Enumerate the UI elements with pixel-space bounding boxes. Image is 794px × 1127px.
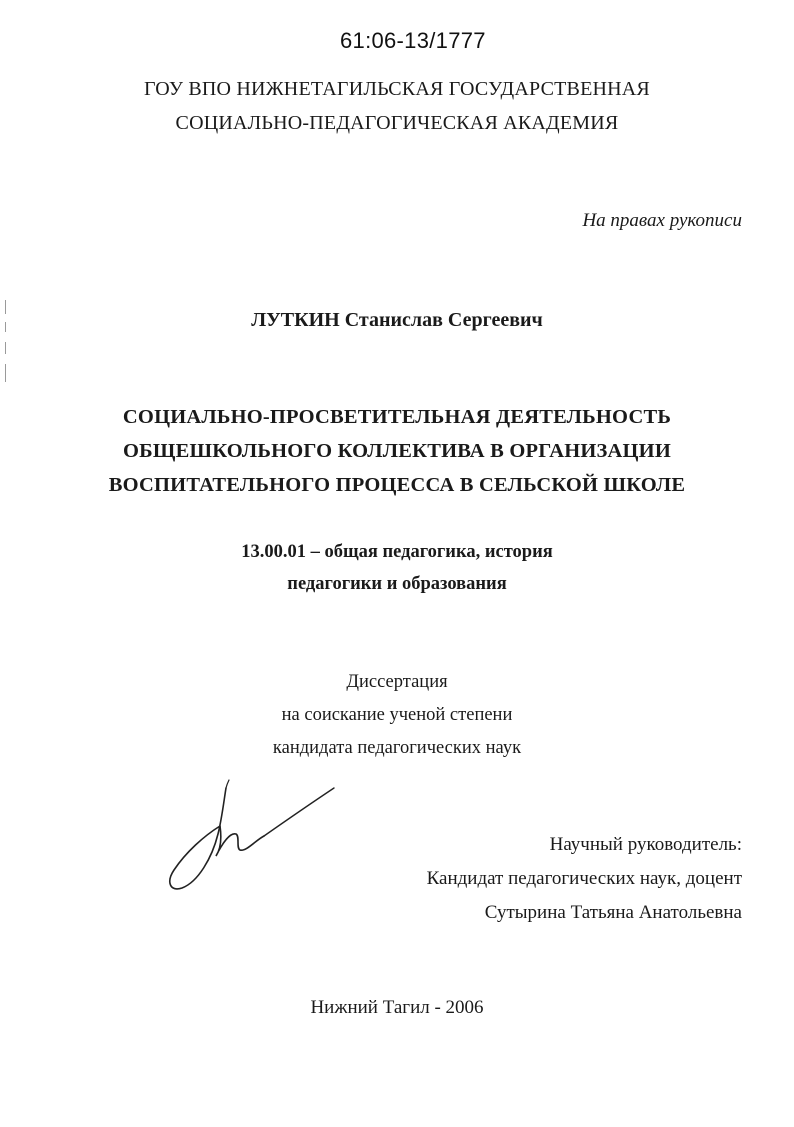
city-year: Нижний Тагил - 2006 [310,997,484,1018]
supervisor-label: Научный руководитель: [549,834,742,855]
specialty-line-2: педагогики и образования [287,574,507,594]
specialty-line-1: 13.00.01 – общая педагогика, история [241,542,553,562]
dissertation-title-line-3: ВОСПИТАТЕЛЬНОГО ПРОЦЕССА В СЕЛЬСКОЙ ШКОЛЕ [108,474,686,496]
institution-line-1: ГОУ ВПО НИЖНЕТАГИЛЬСКАЯ ГОСУДАРСТВЕННАЯ [144,78,650,100]
dissertation-title-line-1: СОЦИАЛЬНО-ПРОСВЕТИТЕЛЬНАЯ ДЕЯТЕЛЬНОСТЬ [122,406,672,428]
scan-margin-mark [5,364,6,382]
dissertation-title-line-2: ОБЩЕШКОЛЬНОГО КОЛЛЕКТИВА В ОРГАНИЗАЦИИ [123,440,671,462]
scan-margin-mark [5,342,6,354]
handwritten-signature [160,770,350,900]
supervisor-name: Сутырина Татьяна Анатольевна [484,902,742,923]
degree-name: кандидата педагогических наук [272,738,522,758]
manuscript-note: На правах рукописи [582,210,742,231]
dissertation-type: Диссертация [346,672,448,692]
archive-stamp-code: 61:06-13/1777 [340,28,486,53]
institution-line-2: СОЦИАЛЬНО-ПЕДАГОГИЧЕСКАЯ АКАДЕМИЯ [175,112,619,134]
supervisor-degree: Кандидат педагогических наук, доцент [426,868,742,889]
author-name: ЛУТКИН Станислав Сергеевич [251,309,543,331]
degree-purpose: на соискание ученой степени [281,705,513,725]
